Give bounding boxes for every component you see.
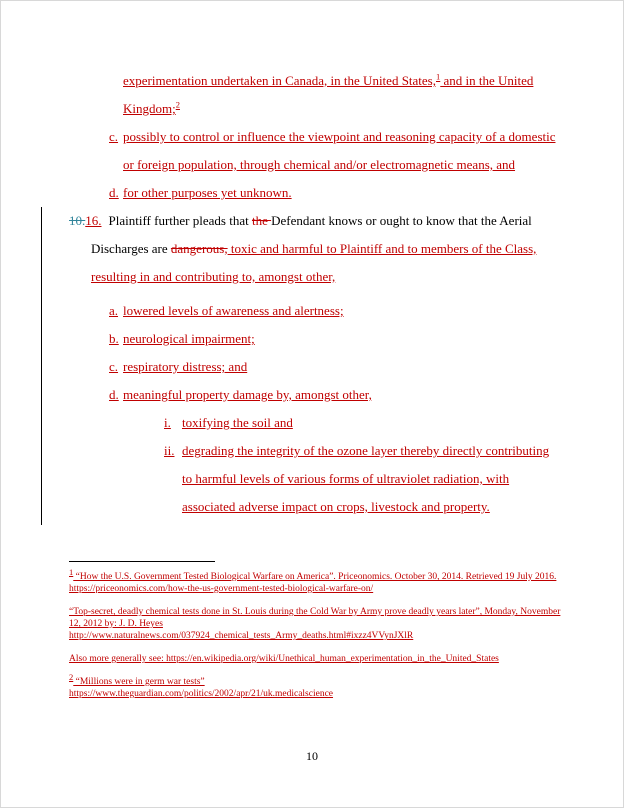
inserted-run: meaningful property damage by, amongst other, [123,387,372,402]
footnote-2 [69,671,565,688]
inserted-paragraph-number: 16. [85,213,102,228]
footnote-1 [69,566,565,583]
page-number: 10 [306,749,318,763]
list-item-d [69,179,561,207]
list-marker: c. [109,359,119,374]
footnote-url-link[interactable] [69,630,565,642]
footnote-text: “Top-secret, deadly chemical tests done in St. Louis during the Cold War by Army prove deadly years later”, Monday, November 12, 2012 by: J. D. Heyes [69,607,561,629]
inserted-run: toxic and harmful to Plaintiff and to members of the Class, resulting in and contributing to, amongst other, [91,241,537,284]
paragraph-continuation [69,67,561,123]
inserted-run: toxifying the soil and [182,415,293,430]
roman-item-ii [69,437,561,521]
deleted-paragraph-number: 10. [69,213,86,228]
sub-item-b [69,325,561,353]
sub-item-a [69,297,561,325]
inserted-run: degrading the integrity of the ozone layer thereby directly contributing to harmful levels of various forms of ultraviolet radiation, with associated adverse impact on crops, livestock and property. [182,443,550,514]
inserted-run: respiratory distress; and [123,359,248,374]
footnotes-section [69,561,565,700]
footnote-reference-2: 2 [175,99,180,110]
list-marker: d. [109,387,119,402]
paragraph-16 [69,207,561,291]
list-marker: i. [164,415,171,430]
footnote-separator [69,561,215,562]
sub-item-c [69,353,561,381]
inserted-run: possibly to control or influence the viewpoint and reasoning capacity of a domestic or foreign population, through chemical and/or electromagnetic means, and [123,129,556,172]
footnote-1-continued [69,606,565,630]
inserted-run: experimentation undertaken in Canada, in the United States, [123,73,436,88]
footnote-text: “How the U.S. Government Tested Biological Warfare on America”. Priceonomics. October 30, 2014. Retrieved 19 July 2016. [73,572,557,582]
footnote-text: Also more generally see: https://en.wikipedia.org/wiki/Unethical_human_experimentation_in_the_United_States [69,654,499,664]
body-run: Plaintiff further pleads that [108,213,252,228]
document-body [69,67,561,521]
url-text[interactable]: https://priceonomics.com/how-the-us-government-tested-biological-warfare-on/ [69,584,374,594]
body-run: Defendant knows or ought to know that the Aerial Discharges are [91,213,532,256]
footnote-url-link[interactable] [69,688,565,700]
inserted-run: for other purposes yet unknown. [123,185,292,200]
url-text[interactable]: https://www.theguardian.com/politics/2002/apr/21/uk.medicalscience [69,689,334,699]
list-marker: a. [109,303,119,318]
footnote-number: 1 [69,566,74,577]
footnote-1-see-also [69,653,565,665]
list-marker: d. [109,185,119,200]
sub-item-d [69,381,561,409]
footnote-number: 2 [69,671,74,682]
roman-item-i [69,409,561,437]
footnote-url-link[interactable] [69,583,565,595]
inserted-run: lowered levels of awareness and alertness; [123,303,344,318]
inserted-run: neurological impairment; [123,331,255,346]
deleted-run: dangerous, [170,241,228,256]
inserted-run: and in the United Kingdom; [123,73,534,116]
list-marker: c. [109,129,119,144]
deleted-run: the [251,213,272,228]
tracked-change-bar [41,207,42,525]
footnote-reference-1: 1 [436,71,441,82]
list-marker: ii. [164,443,175,458]
url-text[interactable]: http://www.naturalnews.com/037924_chemical_tests_Army_deaths.html#ixzz4VVynJXlR [69,631,414,641]
list-marker: b. [109,331,119,346]
footnote-text: “Millions were in germ war tests” [73,677,205,687]
list-item-c [69,123,561,179]
